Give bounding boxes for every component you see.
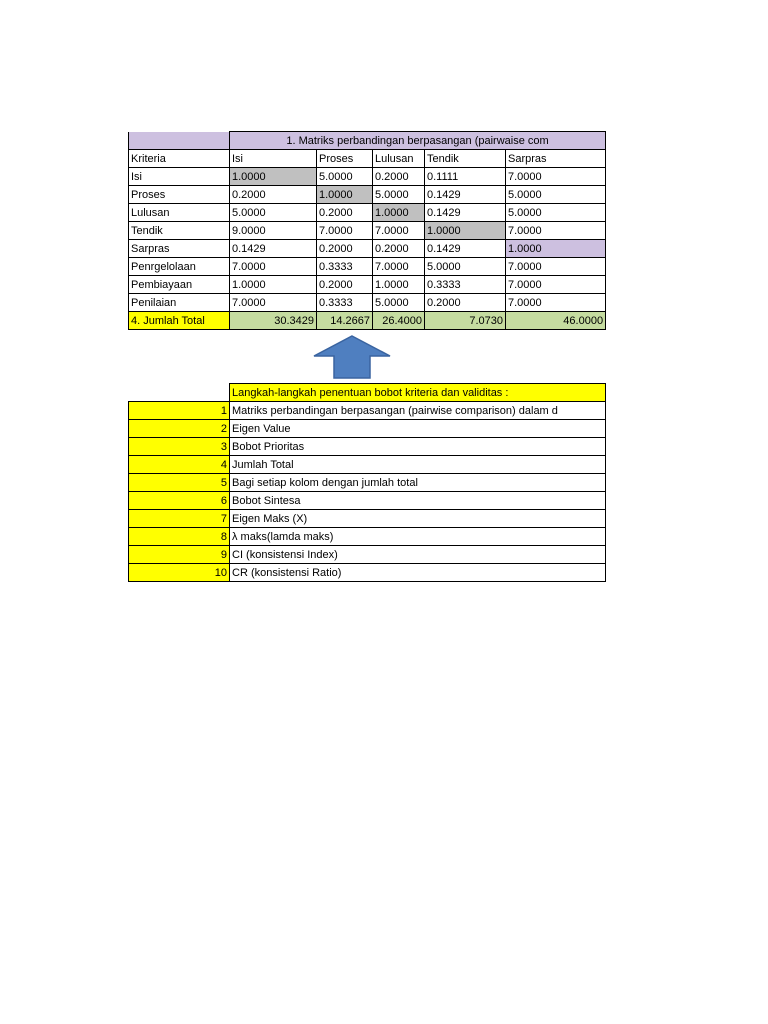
steps-table bbox=[128, 383, 606, 582]
cell[interactable]: 0.3333 bbox=[425, 276, 506, 294]
cell[interactable]: 9.0000 bbox=[230, 222, 317, 240]
cell[interactable]: 5.0000 bbox=[373, 186, 425, 204]
matrix-title: 1. Matriks perbandingan berpasangan (pairwaise com bbox=[230, 132, 606, 150]
list-item bbox=[129, 492, 606, 510]
cell[interactable]: 7.0000 bbox=[317, 222, 373, 240]
row-label[interactable]: Proses bbox=[129, 186, 230, 204]
row-label[interactable]: Lulusan bbox=[129, 204, 230, 222]
table-row bbox=[129, 276, 606, 294]
total-cell[interactable]: 26.4000 bbox=[373, 312, 425, 330]
step-number[interactable]: 4 bbox=[129, 456, 230, 474]
step-text[interactable]: λ maks(lamda maks) bbox=[230, 528, 606, 546]
table-row bbox=[129, 240, 606, 258]
list-item bbox=[129, 438, 606, 456]
cell[interactable]: 0.3333 bbox=[317, 294, 373, 312]
row-label[interactable]: Penrgelolaan bbox=[129, 258, 230, 276]
list-item bbox=[129, 528, 606, 546]
total-cell[interactable]: 7.0730 bbox=[425, 312, 506, 330]
total-cell[interactable]: 14.2667 bbox=[317, 312, 373, 330]
row-label[interactable]: Tendik bbox=[129, 222, 230, 240]
pairwise-matrix-table bbox=[128, 131, 606, 330]
cell[interactable]: 1.0000 bbox=[230, 276, 317, 294]
cell[interactable]: 0.1111 bbox=[425, 168, 506, 186]
cell[interactable]: 0.2000 bbox=[230, 186, 317, 204]
cell[interactable]: 1.0000 bbox=[373, 276, 425, 294]
step-text[interactable]: CI (konsistensi Index) bbox=[230, 546, 606, 564]
list-item bbox=[129, 402, 606, 420]
step-number[interactable]: 2 bbox=[129, 420, 230, 438]
list-item bbox=[129, 546, 606, 564]
cell[interactable]: 7.0000 bbox=[373, 258, 425, 276]
step-text[interactable]: Eigen Maks (X) bbox=[230, 510, 606, 528]
list-item bbox=[129, 564, 606, 582]
total-cell[interactable]: 46.0000 bbox=[506, 312, 606, 330]
table-row bbox=[129, 168, 606, 186]
steps-heading[interactable]: Langkah-langkah penentuan bobot kriteria dan validitas : bbox=[230, 384, 606, 402]
cell[interactable]: 0.2000 bbox=[425, 294, 506, 312]
list-item bbox=[129, 420, 606, 438]
row-label[interactable]: Pembiayaan bbox=[129, 276, 230, 294]
cell[interactable]: 0.2000 bbox=[373, 240, 425, 258]
step-number[interactable]: 10 bbox=[129, 564, 230, 582]
header-lulusan[interactable]: Lulusan bbox=[373, 150, 425, 168]
table-row bbox=[129, 222, 606, 240]
cell[interactable]: 7.0000 bbox=[506, 258, 606, 276]
cell[interactable]: 5.0000 bbox=[373, 294, 425, 312]
step-number[interactable]: 8 bbox=[129, 528, 230, 546]
step-text[interactable]: Matriks perbandingan berpasangan (pairwise comparison) dalam d bbox=[230, 402, 606, 420]
cell[interactable]: 0.1429 bbox=[425, 204, 506, 222]
cell[interactable]: 1.0000 bbox=[230, 168, 317, 186]
header-proses[interactable]: Proses bbox=[317, 150, 373, 168]
cell[interactable]: 7.0000 bbox=[230, 258, 317, 276]
step-text[interactable]: Bobot Prioritas bbox=[230, 438, 606, 456]
table-row bbox=[129, 204, 606, 222]
cell[interactable]: 5.0000 bbox=[230, 204, 317, 222]
steps-heading-spacer bbox=[129, 384, 230, 402]
total-label[interactable]: 4. Jumlah Total bbox=[129, 312, 230, 330]
cell[interactable]: 5.0000 bbox=[425, 258, 506, 276]
step-text[interactable]: Bagi setiap kolom dengan jumlah total bbox=[230, 474, 606, 492]
cell[interactable]: 5.0000 bbox=[506, 204, 606, 222]
matrix-header-row bbox=[129, 150, 606, 168]
cell[interactable]: 5.0000 bbox=[506, 186, 606, 204]
list-item bbox=[129, 474, 606, 492]
table-row bbox=[129, 294, 606, 312]
list-item bbox=[129, 510, 606, 528]
cell[interactable]: 0.2000 bbox=[373, 168, 425, 186]
step-text[interactable]: Eigen Value bbox=[230, 420, 606, 438]
cell[interactable]: 0.2000 bbox=[317, 276, 373, 294]
table-row bbox=[129, 186, 606, 204]
step-text[interactable]: Jumlah Total bbox=[230, 456, 606, 474]
cell[interactable]: 7.0000 bbox=[506, 168, 606, 186]
total-cell[interactable]: 30.3429 bbox=[230, 312, 317, 330]
up-arrow-shape bbox=[314, 336, 390, 378]
header-sarpras[interactable]: Sarpras bbox=[506, 150, 606, 168]
step-number[interactable]: 5 bbox=[129, 474, 230, 492]
cell[interactable]: 1.0000 bbox=[425, 222, 506, 240]
row-label[interactable]: Penilaian bbox=[129, 294, 230, 312]
cell[interactable]: 7.0000 bbox=[506, 276, 606, 294]
step-text[interactable]: CR (konsistensi Ratio) bbox=[230, 564, 606, 582]
cell[interactable]: 5.0000 bbox=[317, 168, 373, 186]
header-isi[interactable]: Isi bbox=[230, 150, 317, 168]
table-row bbox=[129, 258, 606, 276]
step-number[interactable]: 7 bbox=[129, 510, 230, 528]
up-arrow-icon bbox=[312, 334, 392, 380]
cell[interactable]: 0.2000 bbox=[317, 204, 373, 222]
cell[interactable]: 1.0000 bbox=[506, 240, 606, 258]
header-kriteria[interactable]: Kriteria bbox=[129, 150, 230, 168]
step-number[interactable]: 3 bbox=[129, 438, 230, 456]
cell[interactable]: 0.1429 bbox=[230, 240, 317, 258]
cell[interactable]: 0.3333 bbox=[317, 258, 373, 276]
cell[interactable]: 7.0000 bbox=[230, 294, 317, 312]
cell[interactable]: 7.0000 bbox=[373, 222, 425, 240]
title-spacer bbox=[129, 132, 230, 150]
cell[interactable]: 7.0000 bbox=[506, 222, 606, 240]
step-text[interactable]: Bobot Sintesa bbox=[230, 492, 606, 510]
cell[interactable]: 1.0000 bbox=[317, 186, 373, 204]
header-tendik[interactable]: Tendik bbox=[425, 150, 506, 168]
cell[interactable]: 1.0000 bbox=[373, 204, 425, 222]
step-number[interactable]: 1 bbox=[129, 402, 230, 420]
step-number[interactable]: 9 bbox=[129, 546, 230, 564]
list-item bbox=[129, 456, 606, 474]
cell[interactable]: 0.1429 bbox=[425, 186, 506, 204]
step-number[interactable]: 6 bbox=[129, 492, 230, 510]
cell[interactable]: 0.1429 bbox=[425, 240, 506, 258]
total-row bbox=[129, 312, 606, 330]
cell[interactable]: 0.2000 bbox=[317, 240, 373, 258]
row-label[interactable]: Sarpras bbox=[129, 240, 230, 258]
cell[interactable]: 7.0000 bbox=[506, 294, 606, 312]
row-label[interactable]: Isi bbox=[129, 168, 230, 186]
